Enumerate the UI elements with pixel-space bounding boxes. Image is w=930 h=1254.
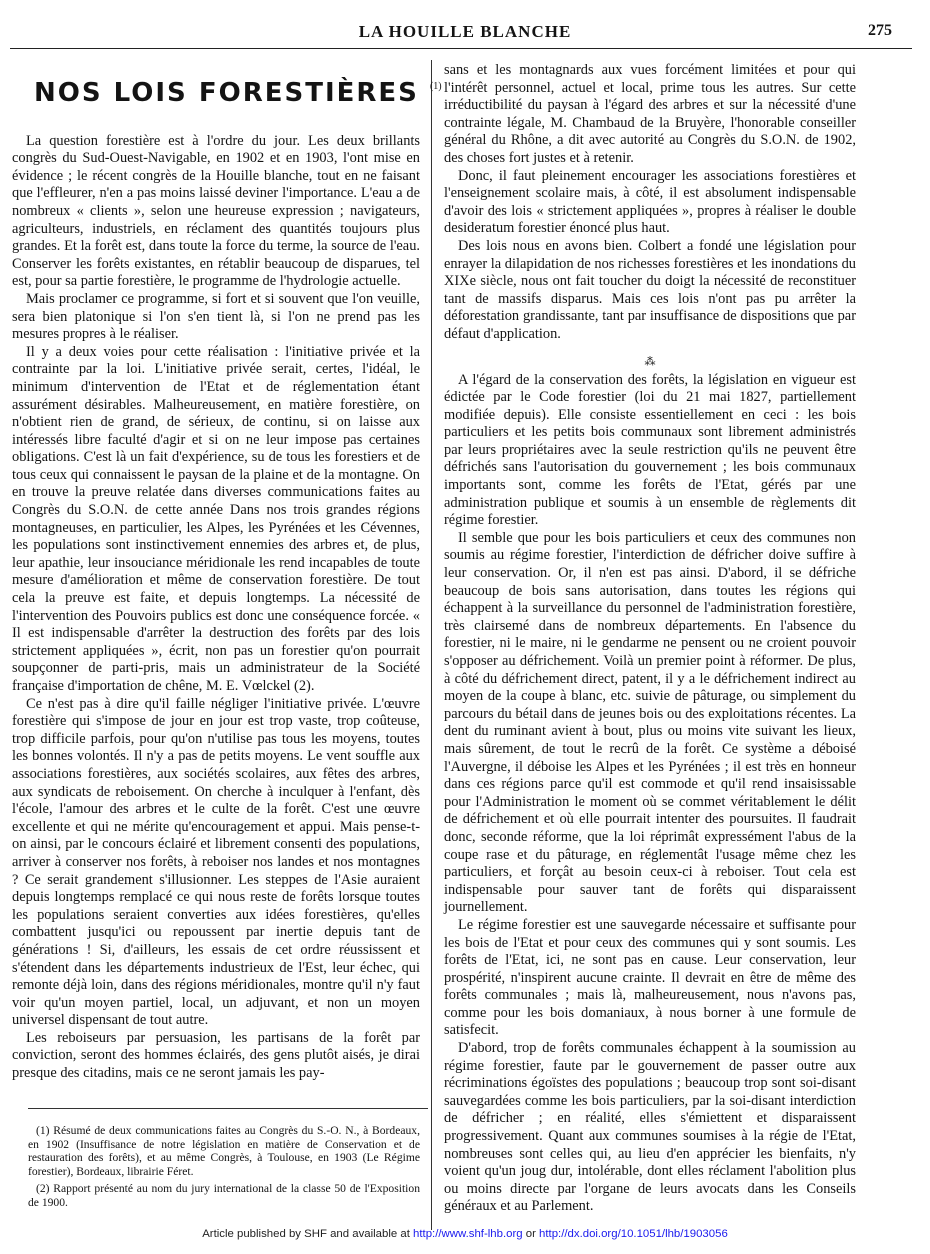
publication-notice (0, 1228, 930, 1240)
page-header (0, 18, 930, 46)
paragraph: sans et les montagnards aux vues forcément limitées et pour qui l'intérêt personnel, actuel et local, prime tous les autres. Sur cette irréductibilité du paysan à l'égard des arbres et sur la nécessité d'une contrainte légale, M. Chambaud de la Bruyère, l'honorable conseiller général du Rhône, a dit avec autorité au Congrès du S.O.N. de 1902, des choses fort justes et à retenir. (444, 62, 856, 166)
paragraph: Le régime forestier est une sauvegarde nécessaire et suffisante pour les bois de l'Etat et pour ceux des communes qui y sont soumis. Les forêts de l'Etat, ici, ne sont pas en cause. Leur conservation, leur prospérité, n'inspirent aucune crainte. Il devrait en être de même des forêts communales ; mais là, malheureusement, nous n'avons pas, comme pour les bois domaniaux, à nous borner à une formule de satisfecit. (444, 916, 856, 1039)
paragraph: Il y a deux voies pour cette réalisation : l'initiative privée et la contrainte par la loi. L'initiative privée serait, certes, l'idéal, le minimum d'intervention de l'Etat et de réglementation étant assurément désirables. Malheureusement, en matière forestière, on n'obtient rien de grand, de sérieux, de continu, si on laisse aux intéressés libre faculté d'agir et si on ne leur impose pas certaines obligations. C'est là un fait d'expérience, su de tous les forestiers et de tous ceux qui connaissent le paysan de la plaine et de la montagne. On en trouve la preuve relatée dans diverses communications faites au Congrès du S.O.N. de cette année Dans nos trois grandes régions montagneuses, en particulier, les Alpes, les Pyrénées et les Cévennes, les populations sont instinctivement ennemies des arbres et, de plus, leur apathie, leur insouciance méridionale les rend incapables de toute mesure d'amélioration et même de conservation forestière. De tout cela la preuve est faite, et depuis longtemps. La nécessité de l'intervention des Pouvoirs publics est donc une conséquence forcée. « Il est indispensable d'arrêter la destruction des forêts par des lois strictement appliquées », écrit, non pas un forestier qu'on pourrait soupçonner de parti-pris, mais un administrateur de la Société française d'importation de chêne, M. E. Vœlckel (2). (12, 343, 420, 694)
page-number: 275 (868, 22, 892, 39)
paragraph: Donc, il faut pleinement encourager les associations forestières et l'enseignement scolaire mais, à côté, il est absolument indispensable d'avoir des lois « strictement appliquées », propres à réaliser le double desideratum forestier énoncé plus haut. (444, 167, 856, 237)
paragraph: D'abord, trop de forêts communales échappent à la soumission au régime forestier, faute par le gouvernement de passer outre aux récriminations égoïstes des populations ; beaucoup trop sont soi-disant sauvegardées comme les bois particuliers, par la soi-disant interdiction de défricher ; en réalité, elles s'émiettent et disparaissent progressivement. Quant aux communes soumises à la régie de l'Etat, nombreuses sont celles qui, au lieu d'en apprécier les bienfaits, n'y voient qu'un joug dur, intolérable, dont elles réclament l'abolition plus ou moins directe par l'organe de leurs avocats dans les Conseils généraux et au Parlement. (444, 1040, 856, 1215)
footnotes (28, 1124, 420, 1214)
paragraph: Les reboiseurs par persuasion, les partisans de la forêt par conviction, seront des hommes éclairés, des gens plutôt aisés, je dirai presque des citadins, mais ce ne seront jamais les pay- (12, 1029, 420, 1082)
doi-link[interactable]: http://dx.doi.org/10.1051/lhb/1903056 (539, 1228, 728, 1240)
title-footnote-marker: (1) (429, 81, 442, 92)
paragraph: Des lois nous en avons bien. Colbert a fondé une législation pour enrayer la dilapidation de nos richesses forestières et les inondations du XIXe siècle, nous ont fait toucher du doigt la nécessité de reconstituer tant de massifs disparus. Mais ces lois n'ont pas pu arrêter la déforestation grandissante, tant par insuffisance de dispositions que par défaut d'application. (444, 237, 856, 342)
column-divider (431, 60, 432, 1230)
shf-link[interactable]: http://www.shf-lhb.org (413, 1228, 523, 1240)
paragraph: Ce n'est pas à dire qu'il faille négliger l'initiative privée. L'œuvre forestière qui s'impose de jour en jour est trop vaste, trop coûteuse, trop difficile parfois, pour qu'on n'utilise pas tous les moyens, toutes les bonnes volontés. Il n'y a pas de petits moyens. Le vent souffle aux associations forestières, aux sociétés scolaires, aux fêtes des arbres, aux syndicats de reboisement. On cherche à inculquer à l'enfant, dès l'école, l'amour des arbres et le culte de la forêt. C'est une œuvre excellente et qui ne mérite qu'encouragement et appui. Mais pense-t-on ainsi, par le concours éclairé et librement consenti des populations, arriver à conserver nos forêts, à reboiser nos landes et nos montagnes ? Ce serait grandement s'illusionner. Les steppes de l'Asie auraient depuis longtemps remplacé ce qui nous reste de forêts lorsque toutes les populations seraient converties aux idées forestières, qu'elles combattent jusqu'ici ou repoussent par inertie depuis tant de générations ! Si, d'ailleurs, les essais de cet ordre réussissent et s'étendent dans les départements industrieux de l'Est, leur échec, qui remonte déjà loin, dans des régions méridionales, montre qu'il n'y faut voir qu'un moyen partiel, local, un adjuvant, et non un moyen universel dispensant de tout autre. (12, 695, 420, 1029)
footnote: (2) Rapport présenté au nom du jury international de la classe 50 de l'Exposition de 1900. (28, 1182, 420, 1209)
paragraph: A l'égard de la conservation des forêts, la législation en vigueur est édictée par le Code forestier (loi du 21 mai 1827, partiellement modifiée depuis). Elle consiste essentiellement en ceci : les bois particuliers et les petits bois communaux sont librement administrés par leurs propriétaires avec la seule restriction qu'ils ne peuvent être défrichés sans l'autorisation du gouvernement ; les bois communaux importants sont, comme les forêts de l'Etat, gérés par une administration publique et soumis à un ensemble de règlements dit régime forestier. (444, 371, 856, 529)
notice-prefix: Article published by SHF and available at (202, 1228, 414, 1240)
article-title (34, 78, 442, 108)
paragraph: Mais proclamer ce programme, si fort et si souvent que l'on veuille, sera bien platonique si l'on s'en tient là, si l'on ne prend pas les mesures propres à le réaliser. (12, 290, 420, 343)
article-title-text: NOS LOIS FORESTIÈRES (34, 78, 419, 108)
paragraph: La question forestière est à l'ordre du jour. Les deux brillants congrès du Sud-Ouest-Navigable, en 1902 et en 1903, l'ont mise en évidence ; le récent congrès de la Houille blanche, tout en ne faisant que l'effleurer, n'en a pas moins laissé deviner l'importance. L'eau a de nombreux « clients », selon une heureuse expression ; navigateurs, agriculteurs, industriels, en réclament des quantités toujours plus grandes. Et la forêt est, dans toute la force du terme, la source de l'eau. Conserver les forêts existantes, en rétablir beaucoup de disparues, tel est, pour sa partie forestière, le programme de l'hydrologie actuelle. (12, 132, 420, 290)
section-break: ⁂ (644, 355, 656, 368)
paragraph: Il semble que pour les bois particuliers et ceux des communes non soumis au régime forestier, l'interdiction de défricher doive suffire à leur conservation. Or, il n'en est pas ainsi. D'abord, il se défriche beaucoup de bois sans autorisation, dans toutes les régions qui échappent à la surveillance du personnel de l'administration forestière, très clairsemé dans de nombreux départements. En l'absence du forestier, ni le maire, ni le gendarme ne pensent ou ne croient pouvoir s'opposer au défrichement. Voilà un premier point à réformer. De plus, à côté du défrichement direct, patent, il y a le défrichement indirect au moyen de la coupe à blanc, etc. suivie de pâturage, ou simplement du parcours du bétail dans de jeunes bois ou des exploitations récentes. La dent du ruminant avient à bout, plus ou moins vite suivant les lieux, mais sûrement, de tout le recrû de la forêt. Ce système a déboisé l'Auvergne, il déboise les Alpes et les Pyrénées ; il est très en honneur dans ces régions parce qu'il est commode et qu'il rend insaisissable pour l'Administration le moment où se commet véritablement le délit de défrichement et où elle pourrait intenter des poursuites. Il faudrait donc, seconde réforme, que la loi réprimât expressément l'abus de la coupe rase et du pâturage, en réglementât l'usage même chez les particuliers, et forçât au besoin ceux-ci à reboiser. Tout cela est indispensable pour sauver tant de forêts qui disparaissent journellement. (444, 529, 856, 916)
notice-middle: or (522, 1228, 540, 1240)
footnote-rule (28, 1108, 428, 1109)
footnote: (1) Résumé de deux communications faites au Congrès du S.-O. N., à Bordeaux, en 1902 (Insuffisance de notre législation en matière de Conservation et de restauration des forêts), et au même Congrès, à Toulouse, en 1903 (Le Régime forestier), Bordeaux, librairie Féret. (28, 1124, 420, 1178)
left-column (12, 64, 442, 1083)
header-rule (10, 48, 912, 49)
journal-title: LA HOUILLE BLANCHE (358, 22, 572, 41)
right-column (444, 62, 856, 1216)
